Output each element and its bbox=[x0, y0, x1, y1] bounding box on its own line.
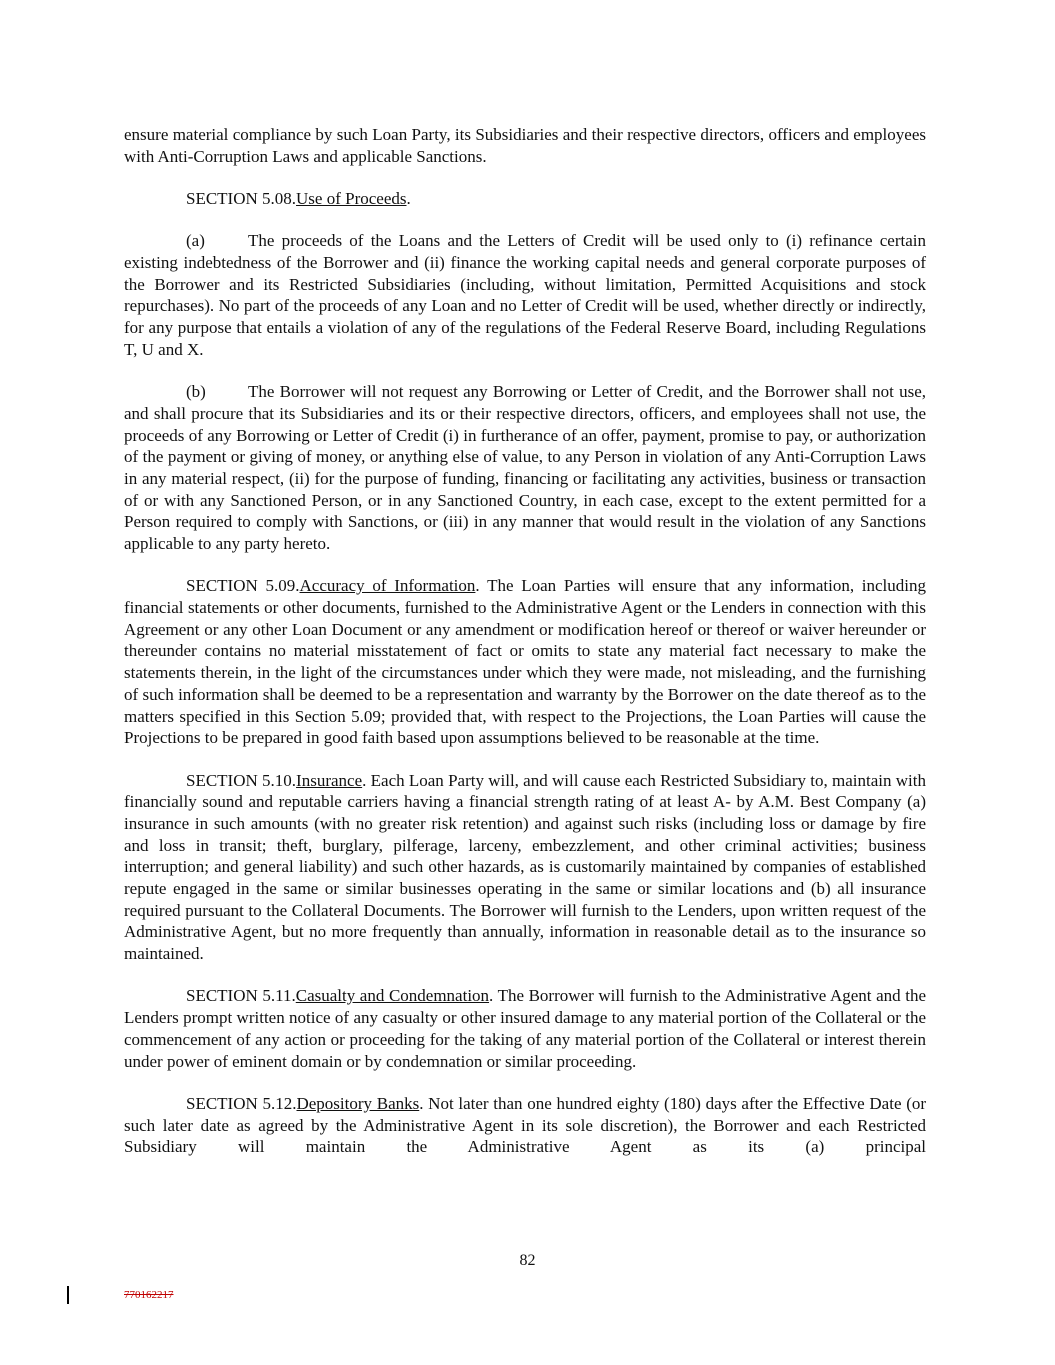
section-title: Insurance bbox=[296, 770, 363, 790]
section-5-10-paragraph bbox=[124, 770, 926, 965]
section-title: Use of Proceeds bbox=[296, 189, 407, 208]
section-body: . The Borrower will furnish to the Administrative Agent and the Lenders prompt written notice of any casualty or other insured damage to any material portion of the Collateral or the commencement of any action or proceeding for the taking of any material portion of the Collateral or interest therein under power of eminent domain or by condemnation or similar proceeding. bbox=[124, 986, 926, 1071]
document-page bbox=[124, 124, 926, 1179]
section-number: SECTION 5.11. bbox=[186, 986, 296, 1006]
section-number: SECTION 5.12. bbox=[186, 1093, 297, 1113]
section-body: . Not later than one hundred eighty (180) days after the Effective Date (or such later date as agreed by the Administrative Agent in its sole discretion), the Borrower and each Restricted Subsidiary will maintain the Administrative Agent as its (a) principal bbox=[124, 1093, 927, 1157]
clause-label: (a) bbox=[186, 231, 205, 251]
section-body: . The Loan Parties will ensure that any information, including financial statements or other documents, furnished to the Administrative Agent or the Lenders in connection with this Agreement or any other Loan Document or any amendment or modification hereof or thereof or waiver hereunder or thereunder contains no material misstatement of fact or omits to state any material fact necessary to make the statements therein, in the light of the circumstances under which they were made, not misleading, and the furnishing of such information shall be deemed to be a representation and warranty by the Borrower on the date thereof as to the matters specified in this Section 5.09; provided that, with respect to the Projections, the Loan Parties will cause the Projections to be prepared in good faith based upon assumptions believed to be reasonable at the time. bbox=[124, 576, 927, 748]
lead-paragraph: ensure material compliance by such Loan Party, its Subsidiaries and their respective directors, officers and employees with Anti-Corruption Laws and applicable Sanctions. bbox=[124, 125, 926, 166]
section-5-12-paragraph bbox=[124, 1093, 926, 1158]
section-number: SECTION 5.10. bbox=[186, 770, 297, 790]
change-bar bbox=[67, 1286, 69, 1304]
section-5-08-heading bbox=[124, 188, 926, 210]
page-number: 82 bbox=[519, 1252, 536, 1269]
section-body: . Each Loan Party will, and will cause each Restricted Subsidiary to, maintain with financially sound and reputable carriers having a financial strength rating of at least A- by A.M. Best Company (a) insurance in such amounts (with no greater risk retention) and against such risks (including loss or damage by fire and loss in transit; theft, burglary, pilferage, larceny, embezzlement, and other criminal activities; business interruption; and general liability) and such other hazards, as is customarily maintained by companies of established repute engaged in the same or similar businesses operating in the same or similar locations and (b) all insurance required pursuant to the Collateral Documents. The Borrower will furnish to the Lenders, upon written request of the Administrative Agent, but no more frequently than annually, information in reasonable detail as to the insurance so maintained. bbox=[124, 770, 926, 964]
section-number: SECTION 5.08. bbox=[186, 189, 297, 208]
clause-a-paragraph bbox=[124, 230, 926, 360]
clause-b-paragraph bbox=[124, 381, 926, 555]
section-5-11-paragraph bbox=[124, 985, 926, 1072]
clause-text: The proceeds of the Loans and the Letters of Credit will be used only to (i) refinance certain existing indebtedness of the Borrower and (ii) finance the working capital needs and general corporate purposes of the Borrower and its Restricted Subsidiaries (including, without limitation, Permitted Acquisitions and stock repurchases). No part of the proceeds of any Loan and no Letter of Credit will be used, whether directly or indirectly, for any purpose that entails a violation of any of the regulations of the Federal Reserve Board, including Regulations T, U and X. bbox=[124, 231, 926, 359]
section-5-09-paragraph bbox=[124, 575, 926, 749]
section-title: Accuracy of Information bbox=[299, 576, 476, 596]
clause-text: The Borrower will not request any Borrowing or Letter of Credit, and the Borrower shall not use, and shall procure that its Subsidiaries and its or their respective directors, officers, and employees shall not use, the proceeds of any Borrowing or Letter of Credit (i) in furtherance of an offer, payment, promise to pay, or authorization of the payment or giving of money, or anything else of value, to any Person in violation of any Anti-Corruption Laws in any material respect, (ii) for the purpose of funding, financing or facilitating any activities, business or transaction of or with any Sanctioned Person, or in any Sanctioned Country, in each case, except to the extent permitted for a Person required to comply with Sanctions, or (iii) in any manner that would result in the violation of any Sanctions applicable to any party hereto. bbox=[124, 382, 926, 554]
document-id: 770162217 bbox=[124, 1289, 174, 1301]
section-title: Casualty and Condemnation bbox=[295, 986, 490, 1006]
section-title-period: . bbox=[406, 189, 411, 208]
clause-label: (b) bbox=[186, 382, 206, 402]
section-number: SECTION 5.09. bbox=[186, 576, 300, 596]
section-title: Depository Banks bbox=[296, 1093, 420, 1113]
